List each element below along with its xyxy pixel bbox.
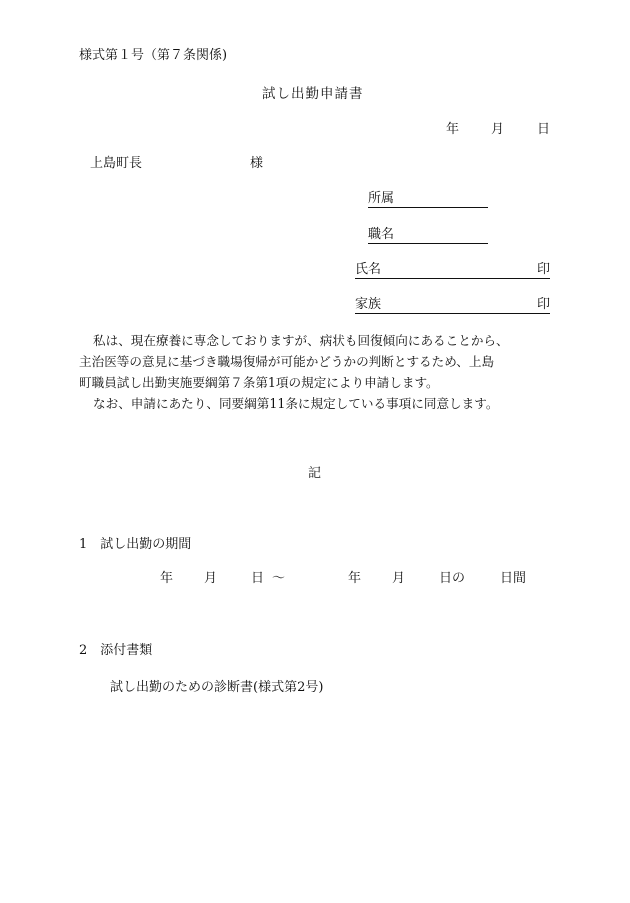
period-tilde: ～ <box>272 571 286 586</box>
from-day: 日 <box>251 571 265 586</box>
position-field <box>368 227 488 244</box>
period-days: 日間 <box>500 571 527 586</box>
section2-heading: 2 添付書類 <box>79 643 153 658</box>
ki-marker: 記 <box>308 466 322 481</box>
body-line-3: 町職員試し出勤実施要綱第７条第1項の規定により申請します。 <box>79 375 439 390</box>
date-day: 日 <box>537 122 551 137</box>
body-line-4: なお、申請にあたり、同要綱第11条に規定している事項に同意します。 <box>93 396 499 411</box>
from-year: 年 <box>160 571 174 586</box>
family-label: 家族 <box>355 297 382 312</box>
body-line-1: 私は、現在療養に専念しておりますが、病状も回復傾向にあることから、 <box>93 333 509 348</box>
date-year: 年 <box>446 122 460 137</box>
document-title: 試し出勤申請書 <box>262 86 364 102</box>
to-month: 月 <box>392 571 406 586</box>
name-field <box>355 262 550 279</box>
form-number: 様式第１号（第７条関係) <box>79 48 228 63</box>
name-label: 氏名 <box>355 262 382 277</box>
affiliation-field <box>368 191 488 208</box>
family-seal: 印 <box>536 297 550 312</box>
addressee-honorific: 様 <box>250 156 264 171</box>
from-month: 月 <box>204 571 218 586</box>
family-field <box>355 297 550 314</box>
to-year: 年 <box>348 571 362 586</box>
affiliation-label: 所属 <box>368 191 395 206</box>
body-line-2: 主治医等の意見に基づき職場復帰が可能かどうかの判断とするため、上島 <box>79 354 495 369</box>
position-label: 職名 <box>368 227 395 242</box>
date-month: 月 <box>491 122 505 137</box>
to-day: 日の <box>439 571 466 586</box>
section1-heading: 1 試し出勤の期間 <box>79 537 192 552</box>
addressee-name: 上島町長 <box>90 156 143 171</box>
attachment-item: 試し出勤のための診断書(様式第2号) <box>110 680 324 695</box>
name-seal: 印 <box>536 262 550 277</box>
request-body <box>79 330 559 414</box>
